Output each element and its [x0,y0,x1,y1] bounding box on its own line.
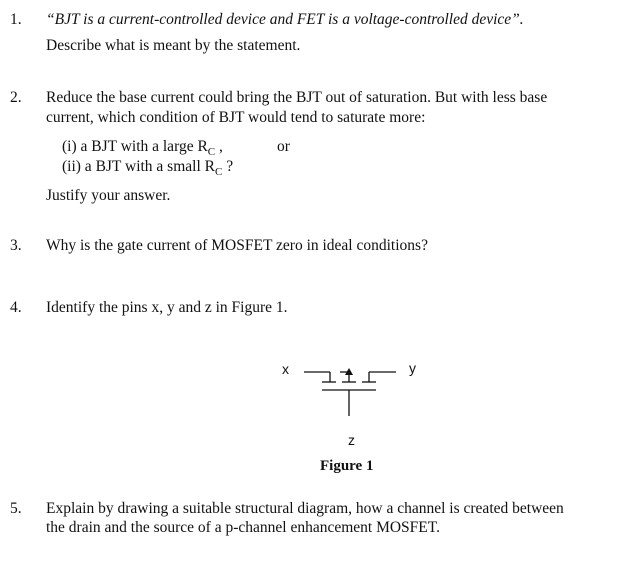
figure-caption: Figure 1 [320,458,374,474]
question-1-text: Describe what is meant by the statement. [46,37,301,54]
question-2-option-2 [62,157,233,182]
option-1-subscript: C [207,146,216,159]
option-2-tail: ? [222,158,234,175]
question-5-line-1: Explain by drawing a suitable structural diagram, how a channel is created between [46,500,564,517]
question-4-text: Identify the pins x, y and z in Figure 1. [46,299,288,316]
question-2-justify: Justify your answer. [46,187,171,204]
question-4-number: 4. [10,299,22,316]
pin-y-label: y [409,360,416,376]
question-5-line-2: the drain and the source of a p-channel enhancement MOSFET. [46,519,440,536]
question-2-line-2: current, which condition of BJT would tend to saturate more: [46,109,426,126]
question-2-number: 2. [10,89,22,106]
question-1-number: 1. [10,11,22,28]
option-1-tail: , [215,138,223,155]
option-2-subscript: C [214,166,223,179]
question-3-text: Why is the gate current of MOSFET zero in ideal conditions? [46,237,428,254]
mosfet-symbol [300,360,410,420]
question-5-number: 5. [10,500,22,517]
question-3-number: 3. [10,237,22,254]
option-2-text: (ii) a BJT with a small R [62,158,215,175]
pin-x-label: x [282,361,289,377]
pin-z-label: z [348,432,355,448]
option-1-text: (i) a BJT with a large R [62,138,208,155]
question-1-quote: “BJT is a current-controlled device and FET is a voltage-controlled device”. [46,11,524,28]
question-2-or: or [277,138,290,155]
question-2-line-1: Reduce the base current could bring the BJT out of saturation. But with less base [46,89,548,106]
